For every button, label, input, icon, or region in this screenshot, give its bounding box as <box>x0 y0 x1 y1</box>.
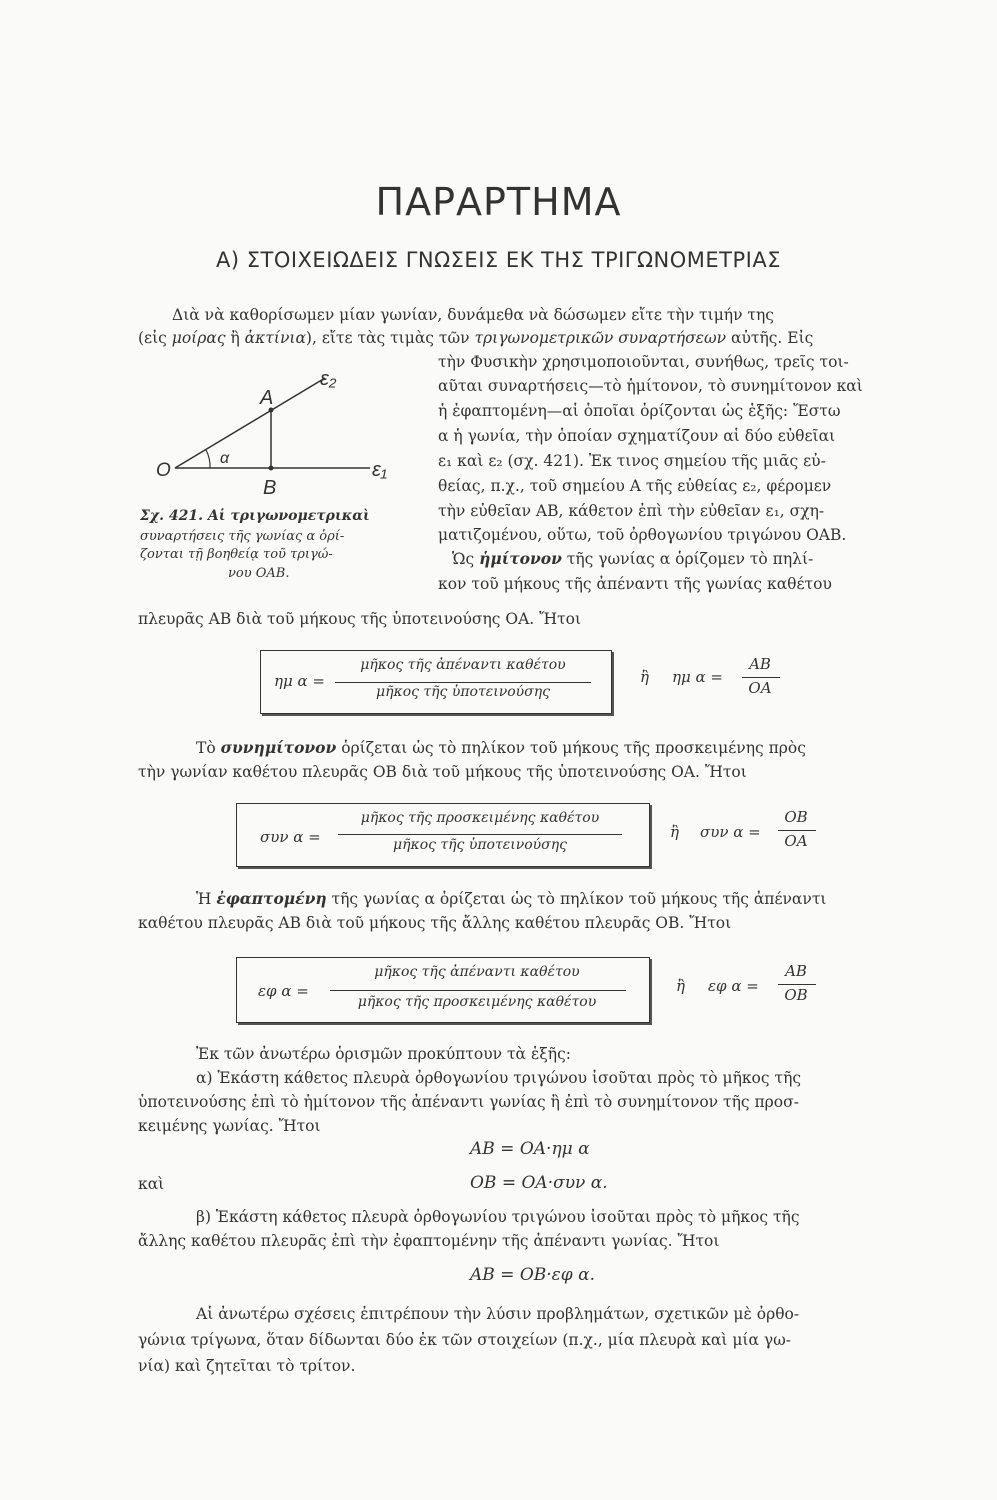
tan-line-1: Ἡ ἐφαπτομένη τῆς γωνίας α ὁρίζεται ὡς τὸ πηλίκον τοῦ μήκους τῆς ἀπέναντι <box>196 889 827 908</box>
cos-short-lhs: συν α = <box>700 823 761 841</box>
consequence-a-line: α) Ἑκάστη κάθετος πλευρὰ ὀρθογωνίου τριγώνου ἰσοῦται πρὸς τὸ μῆκος τῆς <box>196 1069 802 1087</box>
intro-line-1: Διὰ νὰ καθορίσωμεν μίαν γωνίαν, δυνάμεθα νὰ δώσωμεν εἴτε τὴν τιμήν της <box>172 306 774 324</box>
sin-lhs: ημ α = <box>274 672 325 690</box>
label-e1: ε₁ <box>372 459 388 481</box>
figure-caption: ζονται τῇ βοηθείᾳ τοῦ τριγώ- <box>140 547 333 562</box>
or-text: ἢ <box>670 823 679 841</box>
figure-caption: νου ΟΑΒ. <box>228 566 290 581</box>
tan-fraction-line <box>330 990 626 991</box>
figure-caption: συναρτήσεις τῆς γωνίας α ὁρί- <box>140 529 345 544</box>
sin-short-num: ΑΒ <box>749 655 771 673</box>
label-e2: ε₂ <box>320 368 337 390</box>
intro-line-2: (εἰς μοίρας ἢ ἀκτίνια), εἴτε τὰς τιμὰς τῶν τριγωνομετρικῶν συναρτήσεων αὐτῆς. Εἰς <box>138 329 814 347</box>
intro-right-line: θείας, π.χ., τοῦ σημείου Α τῆς εὐθείας ε₂, φέρομεν <box>438 477 832 495</box>
or-text: ἢ <box>676 977 685 995</box>
point-B <box>269 466 274 471</box>
cos-lhs: συν α = <box>260 828 321 846</box>
angle-arc <box>206 450 210 468</box>
intro-right-line: τὴν εὐθεῖαν ΑΒ, κάθετον ἐπὶ τὴν εὐθεῖαν ε₁, σχη- <box>438 502 825 520</box>
sin-short-lhs: ημ α = <box>672 668 723 686</box>
equation-2: ΟΒ = ΟΑ·συν α. <box>470 1173 608 1193</box>
consequences-intro: Ἐκ τῶν ἀνωτέρω ὁρισμῶν προκύπτουν τὰ ἑξῆς: <box>196 1045 571 1063</box>
closing-line: γώνια τρίγωνα, ὅταν δίδωνται δύο ἐκ τῶν στοιχείων (π.χ., μία πλευρὰ καὶ μία γω- <box>138 1331 792 1349</box>
or-text: ἢ <box>640 668 649 686</box>
consequence-a-line: κειμένης γωνίας. Ἤτοι <box>138 1117 321 1135</box>
cos-line-1: Τὸ συνημίτονον ὁρίζεται ὡς τὸ πηλίκον τοῦ μήκους τῆς προσκειμένης πρὸς <box>196 738 806 757</box>
cos-line-2: τὴν γωνίαν καθέτου πλευρᾶς ΟΒ διὰ τοῦ μήκους τῆς ὑποτεινούσης ΟΑ. Ἤτοι <box>138 763 747 781</box>
sin-numerator: μῆκος τῆς ἀπέναντι καθέτου <box>360 657 566 673</box>
tan-short-lhs: εφ α = <box>708 977 759 995</box>
intro-right-line: ματιζομένου, οὕτω, τοῦ ὀρθογωνίου τριγώνου ΟΑΒ. <box>438 526 847 544</box>
cos-fraction-line <box>338 834 622 835</box>
intro-right-line: τὴν Φυσικὴν χρησιμοποιοῦνται, συνήθως, τρεῖς τοι- <box>438 353 849 371</box>
consequence-b-line: β) Ἑκάστη κάθετος πλευρὰ ὀρθογωνίου τριγώνου ἰσοῦται πρὸς τὸ μῆκος τῆς <box>196 1208 800 1226</box>
intro-line-end: πλευρᾶς ΑΒ διὰ τοῦ μήκους τῆς ὑποτεινούσης ΟΑ. Ἤτοι <box>138 610 582 628</box>
section-heading: Α) ΣΤΟΙΧΕΙΩΔΕΙΣ ΓΝΩΣΕΙΣ ΕΚ ΤΗΣ ΤΡΙΓΩΝΟΜΕΤΡΙΑΣ <box>215 248 781 272</box>
cos-short-den: ΟΑ <box>784 832 808 850</box>
intro-right-line: αῦται συναρτήσεις—τὸ ἡμίτονον, τὸ συνημίτονον καὶ <box>438 377 863 395</box>
sin-short-line <box>742 677 780 678</box>
cos-numerator: μῆκος τῆς προσκειμένης καθέτου <box>360 810 600 826</box>
cos-denominator: μῆκος τῆς ὑποτεινούσης <box>393 837 567 853</box>
closing-line: νία) καὶ ζητεῖται τὸ τρίτον. <box>138 1357 356 1375</box>
equation-1: ΑΒ = ΟΑ·ημ α <box>470 1139 590 1159</box>
page-title: ΠΑΡΑΡΤΗΜΑ <box>375 180 622 224</box>
label-A: Α <box>260 387 274 409</box>
intro-right-line: α ἡ γωνία, τὴν ὁποίαν σχηματίζουν αἱ δύο εὐθεῖαι <box>438 427 836 445</box>
equation-3: ΑΒ = ΟΒ·εφ α. <box>470 1265 595 1285</box>
label-B: Β <box>263 477 277 499</box>
tan-short-den: ΟΒ <box>784 986 808 1004</box>
tan-numerator: μῆκος τῆς ἀπέναντι καθέτου <box>374 964 580 980</box>
intro-right-line: Ὡς ἡμίτονον τῆς γωνίας α ὁρίζομεν τὸ πηλί- <box>452 549 814 568</box>
sin-fraction-line <box>335 682 591 683</box>
triangle-figure <box>140 360 400 510</box>
sin-denominator: μῆκος τῆς ὑποτεινούσης <box>376 684 550 700</box>
intro-right-line: κον τοῦ μήκους τῆς ἀπέναντι τῆς γωνίας καθέτου <box>438 575 832 593</box>
sin-short-den: ΟΑ <box>748 679 772 697</box>
consequence-b-line: ἄλλης καθέτου πλευρᾶς ἐπὶ τὴν ἐφαπτομένην τῆς ἀπέναντι γωνίας. Ἤτοι <box>138 1232 720 1250</box>
cos-short-line <box>778 830 816 831</box>
intro-right-line: ε₁ καὶ ε₂ (σχ. 421). Ἐκ τινος σημείου τῆς μιᾶς εὐ- <box>438 452 826 470</box>
tan-short-num: ΑΒ <box>785 962 807 980</box>
label-alpha: α <box>220 450 230 467</box>
consequence-a-line: ὑποτεινούσης ἐπὶ τὸ ἡμίτονον τῆς ἀπέναντι γωνίας ἢ ἐπὶ τὸ συνημίτονον τῆς προσ- <box>138 1093 799 1111</box>
closing-line: Αἱ ἀνωτέρω σχέσεις ἐπιτρέπουν τὴν λύσιν προβλημάτων, σχετικῶν μὲ ὀρθο- <box>196 1305 800 1323</box>
intro-right-line: ἡ ἐφαπτομένη—αἱ ὁποῖαι ὁρίζονται ὡς ἑξῆς: Ἔστω <box>438 402 841 420</box>
label-O: Ο <box>156 460 171 481</box>
figure-caption: Σχ. 421. Αἱ τριγωνομετρικαὶ <box>140 508 370 524</box>
cos-short-num: ΟΒ <box>784 808 808 826</box>
tan-line-2: καθέτου πλευρᾶς ΑΒ διὰ τοῦ μήκους τῆς ἄλλης καθέτου πλευρᾶς ΟΒ. Ἤτοι <box>138 914 732 932</box>
tan-short-line <box>778 984 816 985</box>
line-e2 <box>175 378 325 468</box>
tan-denominator: μῆκος τῆς προσκειμένης καθέτου <box>357 994 597 1010</box>
tan-lhs: εφ α = <box>258 982 309 1000</box>
and-text: καὶ <box>138 1175 165 1193</box>
